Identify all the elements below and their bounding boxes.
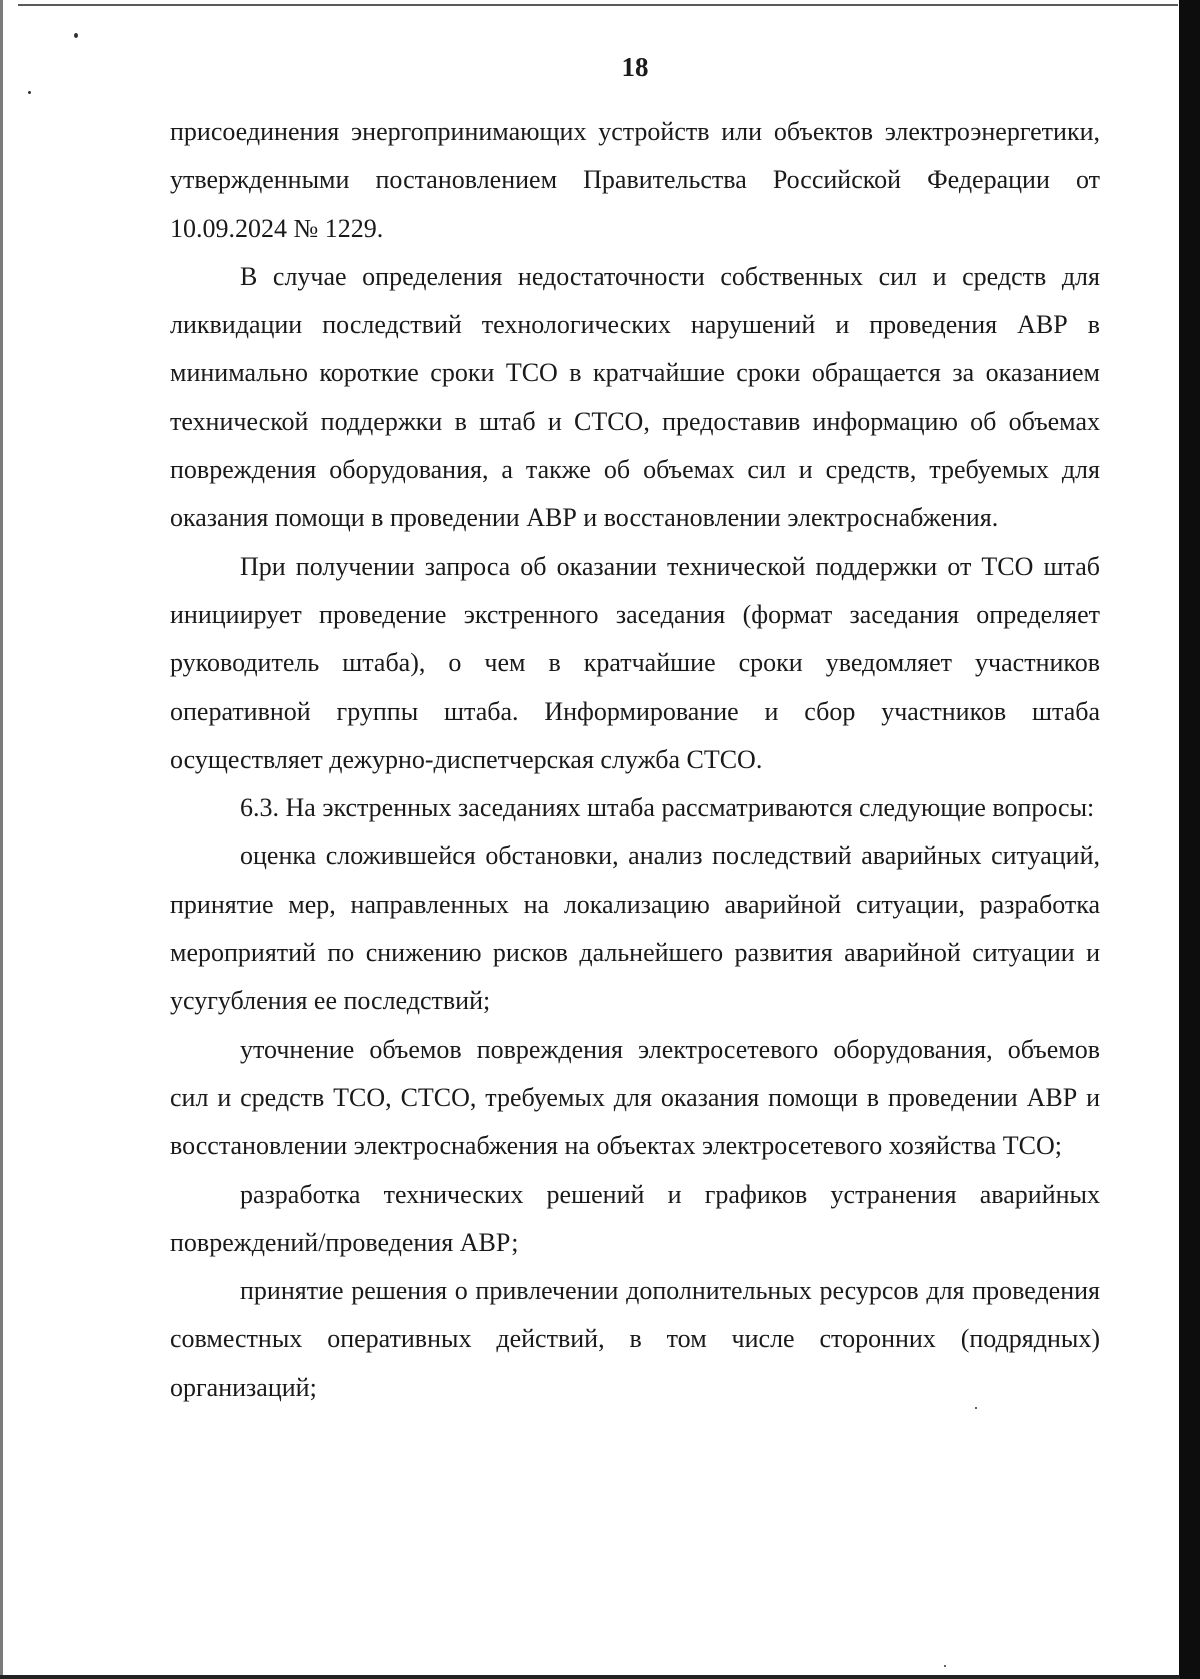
scan-edge-top (18, 4, 1178, 6)
scan-edge-bottom (0, 1675, 1180, 1679)
scan-speck (74, 33, 78, 38)
page-number: 18 (621, 52, 649, 82)
paragraph: присоединения энергопринимающих устройств или объектов электроэнергетики, утвержденными постановлением Правительства Российской Федерации от 10.09.2024 № 1229. (170, 117, 1100, 243)
scan-speck (28, 91, 31, 94)
paragraph: разработка технических решений и графиков устранения аварийных повреждений/проведения АВР; (170, 1179, 1100, 1257)
scan-edge-left (0, 0, 3, 1679)
scan-speck (944, 1665, 946, 1667)
paragraph: оценка сложившейся обстановки, анализ последствий аварийных ситуаций, принятие мер, направленных на локализацию аварийной ситуации, разработка мероприятий по снижению рисков дальнейшего развития аварийной ситуации и усугубления ее последствий; (170, 841, 1100, 1016)
paragraph: 6.3. На экстренных заседаниях штаба рассматриваются следующие вопросы: (240, 793, 1095, 823)
scan-edge-right (1179, 0, 1200, 1679)
body-text (170, 108, 1100, 1412)
paragraph: При получении запроса об оказании технической поддержки от ТСО штаб инициирует проведение экстренного заседания (формат заседания определяет руководитель штаба), о чем в кратчайшие сроки уведомляет участников оперативной группы штаба. Информирование и сбор участников штаба осуществляет дежурно-диспетчерская служба СТСО. (170, 551, 1100, 774)
paragraph: принятие решения о привлечении дополнительных ресурсов для проведения совместных оперативных действий, в том числе сторонних (подрядных) организаций; (170, 1276, 1100, 1402)
paragraph: уточнение объемов повреждения электросетевого оборудования, объемов сил и средств ТСО, СТСО, требуемых для оказания помощи в проведении АВР и восстановлении электроснабжения на объектах электросетевого хозяйства ТСО; (170, 1034, 1100, 1161)
paragraph: В случае определения недостаточности собственных сил и средств для ликвидации последствий технологических нарушений и проведения АВР в минимально короткие сроки ТСО в кратчайшие сроки обращается за оказанием технической поддержки в штаб и СТСО, предоставив информацию об объемах повреждения оборудования, а также об объемах сил и средств, требуемых для оказания помощи в проведении АВР и восстановлении электроснабжения. (170, 261, 1100, 533)
